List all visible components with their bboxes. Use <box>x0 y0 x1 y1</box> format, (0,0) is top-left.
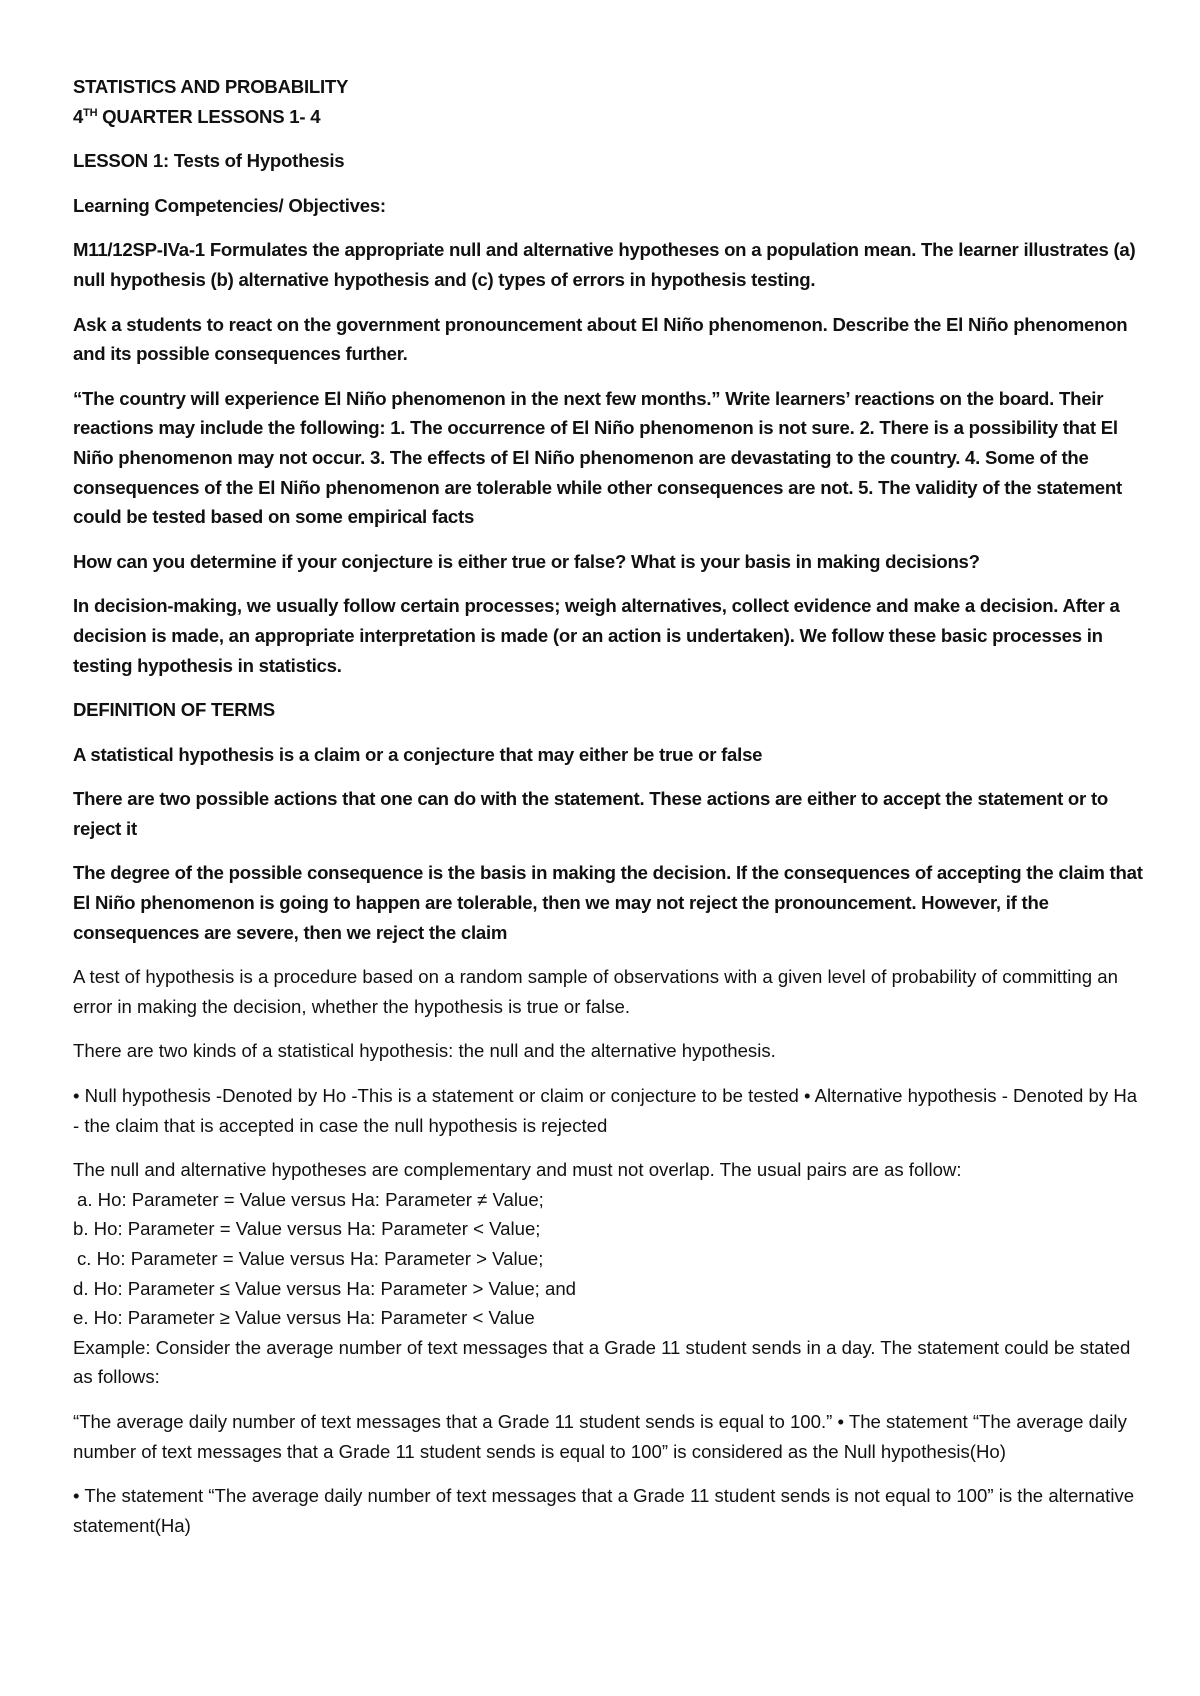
quarter-heading <box>73 102 1143 132</box>
quarter-superscript: TH <box>83 106 98 119</box>
test-paragraph: A test of hypothesis is a procedure based on a random sample of observations with a given level of probability of committing an error in making the decision, whether the hypothesis is true or false. <box>73 966 1118 1017</box>
document-page <box>73 72 1143 1555</box>
quarter-number: 4 <box>73 105 84 127</box>
competencies-heading: Learning Competencies/ Objectives: <box>73 194 386 216</box>
hypothesis-pairs <box>73 1155 1143 1392</box>
definitions-heading: DEFINITION OF TERMS <box>73 699 275 721</box>
pair-item: d. Ho: Parameter ≤ Value versus Ha: Parameter > Value; and <box>73 1277 577 1299</box>
definition-actions: There are two possible actions that one can do with the statement. These actions are either to accept the statement or to reject it <box>73 788 1108 839</box>
example-paragraph: Example: Consider the average number of text messages that a Grade 11 student sends in a day. The statement could be stated as follows: <box>73 1336 1131 1388</box>
pair-item: e. Ho: Parameter ≥ Value versus Ha: Parameter < Value <box>73 1307 535 1329</box>
definition-hypothesis: A statistical hypothesis is a claim or a conjecture that may either be true or false <box>73 743 763 765</box>
pair-item: a. Ho: Parameter = Value versus Ha: Parameter ≠ Value; <box>77 1188 544 1210</box>
pair-item: b. Ho: Parameter = Value versus Ha: Parameter < Value; <box>73 1218 541 1240</box>
competency-text: M11/12SP-IVa-1 Formulates the appropriate null and alternative hypotheses on a population mean. The learner illustrates (a) null hypothesis (b) alternative hypothesis and (c) types of errors in hypothesis testing. <box>73 239 1136 290</box>
hypothesis-bullets: • Null hypothesis -Denoted by Ho -This is a statement or claim or conjecture to be tested • Alternative hypothesis - Denoted by Ha - the claim that is accepted in case the null hypothesis is rejected <box>73 1085 1138 1136</box>
pair-item: c. Ho: Parameter = Value versus Ha: Parameter > Value; <box>77 1248 544 1269</box>
alternative-statement: • The statement “The average daily number of text messages that a Grade 11 student sends is not equal to 100” is the alternative statement(Ha) <box>73 1485 1135 1536</box>
quote-paragraph: “The country will experience El Niño phenomenon in the next few months.” Write learners’ reactions on the board. Their reactions may include the following: 1. The occurrence of El Niño phenomenon is not sure. 2. There is a possibility that El Niño phenomenon may not occur. 3. The effects of El Niño phenomenon are devastating to the country. 4. Some of the consequences of the El Niño phenomenon are tolerable while other consequences are not. 5. The validity of the statement could be tested based on some empirical facts <box>73 387 1122 528</box>
ask-paragraph: Ask a students to react on the government pronouncement about El Niño phenomenon. Describe the El Niño phenomenon and its possible consequences further. <box>73 313 1128 365</box>
quarter-rest: QUARTER LESSONS 1- 4 <box>97 105 321 127</box>
pairs-intro: The null and alternative hypotheses are complementary and must not overlap. The usual pairs are as follow: <box>73 1159 962 1181</box>
definition-degree: The degree of the possible consequence is the basis in making the decision. If the consequences of accepting the claim that El Niño phenomenon is going to happen are tolerable, then we may not reject the pronouncement. However, if the consequences are severe, then we reject the claim <box>73 862 1143 943</box>
null-statement: “The average daily number of text messages that a Grade 11 student sends is equal to 100.” • The statement “The average daily number of text messages that a Grade 11 student sends is equal to 100” is considered as the Null hypothesis(Ho) <box>73 1410 1127 1462</box>
question-paragraph: How can you determine if your conjecture is either true or false? What is your basis in making decisions? <box>73 550 980 572</box>
lesson-title: LESSON 1: Tests of Hypothesis <box>73 150 345 172</box>
decision-paragraph: In decision-making, we usually follow certain processes; weigh alternatives, collect evidence and make a decision. After a decision is made, an appropriate interpretation is made (or an action is undertaken). We follow these basic processes in testing hypothesis in statistics. <box>73 595 1120 676</box>
kinds-paragraph: There are two kinds of a statistical hypothesis: the null and the alternative hypothesis. <box>73 1040 776 1062</box>
course-title: STATISTICS AND PROBABILITY <box>73 76 349 97</box>
